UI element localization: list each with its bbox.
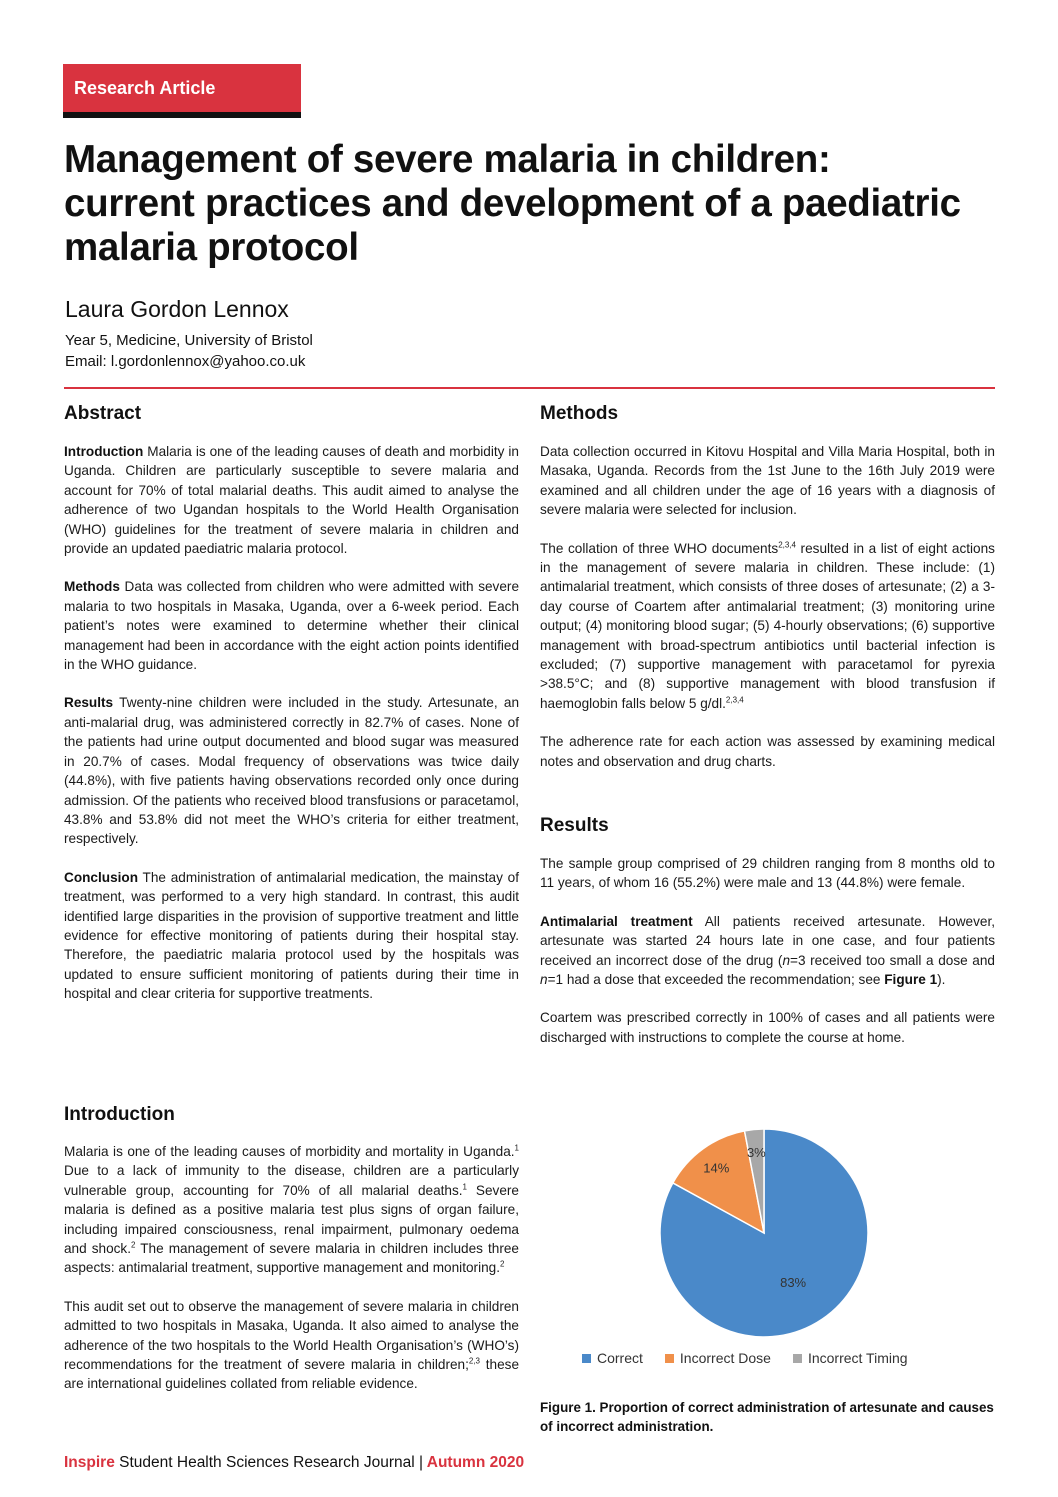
legend-item-incorrect-timing: Incorrect Timing xyxy=(793,1350,908,1366)
label: Methods xyxy=(64,579,120,595)
journal-issue: Autumn 2020 xyxy=(423,1454,525,1471)
badge-label: Research Article xyxy=(63,64,301,112)
introduction-heading: Introduction xyxy=(64,1104,175,1125)
label: Introduction xyxy=(64,444,144,459)
results-paragraph-2: Antimalarial treatment All patients received artesunate. However, artesunate was started 24 hours late in one case, and four patients received an incorrect dose of the drug (n=3 received too small a dose and n=1 had a dose that exceeded the recommendation; see Figure 1). xyxy=(540,913,995,988)
swatch-correct xyxy=(582,1354,591,1363)
journal-name: Student Health Sciences Research Journal xyxy=(114,1454,419,1471)
affiliation: Year 5, Medicine, University of Bristol xyxy=(65,332,313,349)
article-type-badge xyxy=(63,64,301,118)
swatch-incorrect-dose xyxy=(665,1354,674,1363)
header-divider xyxy=(64,387,995,389)
legend-item-correct: Correct xyxy=(582,1350,643,1366)
abstract-section xyxy=(64,403,519,1004)
label: Results xyxy=(64,695,114,711)
figure-caption: Figure 1. Proportion of correct administration of artesunate and causes of incorrect administration. xyxy=(540,1400,994,1434)
swatch-incorrect-timing xyxy=(793,1354,802,1363)
methods-heading: Methods xyxy=(540,403,619,424)
results-heading: Results xyxy=(540,815,609,836)
pie-data-label: 83% xyxy=(780,1275,807,1291)
results-paragraph-3: Coartem was prescribed correctly in 100% of cases and all patients were discharged with instructions to complete the course at home. xyxy=(540,1010,995,1045)
page-footer xyxy=(64,1454,524,1472)
methods-paragraph-1: Data collection occurred in Kitovu Hospital and Villa Maria Hospital, both in Masaka, Uganda. Records from the 1st June to the 16th July 2019 were examined and all children under the age of 16 years with a diagnosis of severe malaria were selected for inclusion. xyxy=(540,444,995,518)
label: Conclusion xyxy=(64,869,139,885)
methods-paragraph-2: The collation of three WHO documents$^{2,3,4}$ resulted in a list of eight actions in the management of severe malaria in children. These include: (1) antimalarial treatment, which consists of three doses of artesunate; (2) a 3-day course of Coartem after antimalarial treatment; (3) monitoring urine output; (4) monitoring blood sugar; (5) 4-hourly observations; (6) supportive management with broad-spectrum antibiotics until bacterial infection is excluded; (7) supportive management with paracetamol for pyrexia >38.5°C; and (8) supportive management with blood transfusion if haemoglobin falls below 5 g/dl.$^{2,3,4}$ xyxy=(540,540,995,711)
methods-section xyxy=(540,403,995,771)
methods-paragraph-3: The adherence rate for each action was assessed by examining medical notes and observation and drug charts. xyxy=(540,734,995,769)
author-affiliation-block xyxy=(65,330,313,372)
badge-underline xyxy=(63,112,301,118)
results-paragraph-1: The sample group comprised of 29 children ranging from 8 months old to 11 years, of whom 16 (55.2%) were male and 13 (44.8%) were female. xyxy=(540,856,995,891)
figure-reference: Figure 1 xyxy=(884,972,938,988)
introduction-paragraph-1: Malaria is one of the leading causes of morbidity and mortality in Uganda.$^1$ Due to a lack of immunity to the disease, children are a particularly vulnerable group, accounting for 70% of all malarial deaths.$^1$ Severe malaria is defined as a positive malaria test plus signs of organ failure, including impaired consciousness, renal impairment, pulmonary oedema and shock.$^2$ The management of severe malaria in children includes three aspects: antimalarial treatment, supportive management and monitoring.$^2$ xyxy=(64,1143,519,1276)
footer-separator: | xyxy=(418,1454,424,1471)
pie-chart xyxy=(570,1115,990,1375)
results-section xyxy=(540,815,995,1047)
introduction-paragraph-2: This audit set out to observe the management of severe malaria in children admitted to two hospitals in Masaka, Uganda. It also aimed to analyse the adherence of the two hospitals to the World Health Organisation’s (WHO’s) recommendations for the treatment of severe malaria in children;$^{2,3}$ these are international guidelines collated from reliable evidence. xyxy=(64,1298,519,1392)
pie-data-label: 3% xyxy=(746,1145,766,1161)
pie-data-label: 14% xyxy=(703,1160,730,1176)
abstract-methods: Methods Data was collected from children who were admitted with severe malaria to two hospitals in Masaka, Uganda, over a 6-week period. Each patient’s notes were examined to determine whether their clinical management had been in accordance with the eight action points identified in the WHO guidance. xyxy=(64,579,520,673)
journal-brand: Inspire xyxy=(64,1454,115,1471)
email: Email: l.gordonlennox@yahoo.co.uk xyxy=(65,353,306,370)
pie-chart-svg xyxy=(570,1115,990,1345)
chart-legend xyxy=(582,1350,908,1366)
article-title: Management of severe malaria in children: current practices and development of a paediatric malaria protocol xyxy=(64,138,961,269)
abstract-results: Results Twenty-nine children were included in the study. Artesunate, an anti-malarial drug, was administered correctly in 82.7% of cases. None of the patients had urine output documented and blood sugar was measured in 20.7% of cases. Modal frequency of observations was twice daily (44.8%), with five patients having observations recorded only once during admission. Of the patients who received blood transfusions or paracetamol, 43.8% and 53.8% did not meet the WHO’s criteria for either treatment, respectively. xyxy=(64,695,520,847)
legend-item-incorrect-dose: Incorrect Dose xyxy=(665,1350,771,1366)
author-name: Laura Gordon Lennox xyxy=(65,296,289,322)
abstract-introduction: Introduction Malaria is one of the leading causes of death and morbidity in Uganda. Children are particularly susceptible to severe malaria and account for 70% of total malarial deaths. This audit aimed to analyse the adherence of two Ugandan hospitals to the World Health Organisation (WHO) guidelines for the treatment of severe malaria in children and provide an updated paediatric malaria protocol. xyxy=(64,444,519,557)
introduction-section xyxy=(64,1104,519,1394)
abstract-heading: Abstract xyxy=(64,403,142,424)
abstract-conclusion: Conclusion The administration of antimalarial medication, the mainstay of treatment, was performed to a very high standard. In contrast, this audit identified large disparities in the provision of supportive treatment and little evidence for effective monitoring of patients during their hospital stay. Therefore, the paediatric malaria protocol used by the hospitals was updated to ensure sufficient monitoring of patients during their time in hospital and clear criteria for supportive treatments. xyxy=(64,869,519,1002)
